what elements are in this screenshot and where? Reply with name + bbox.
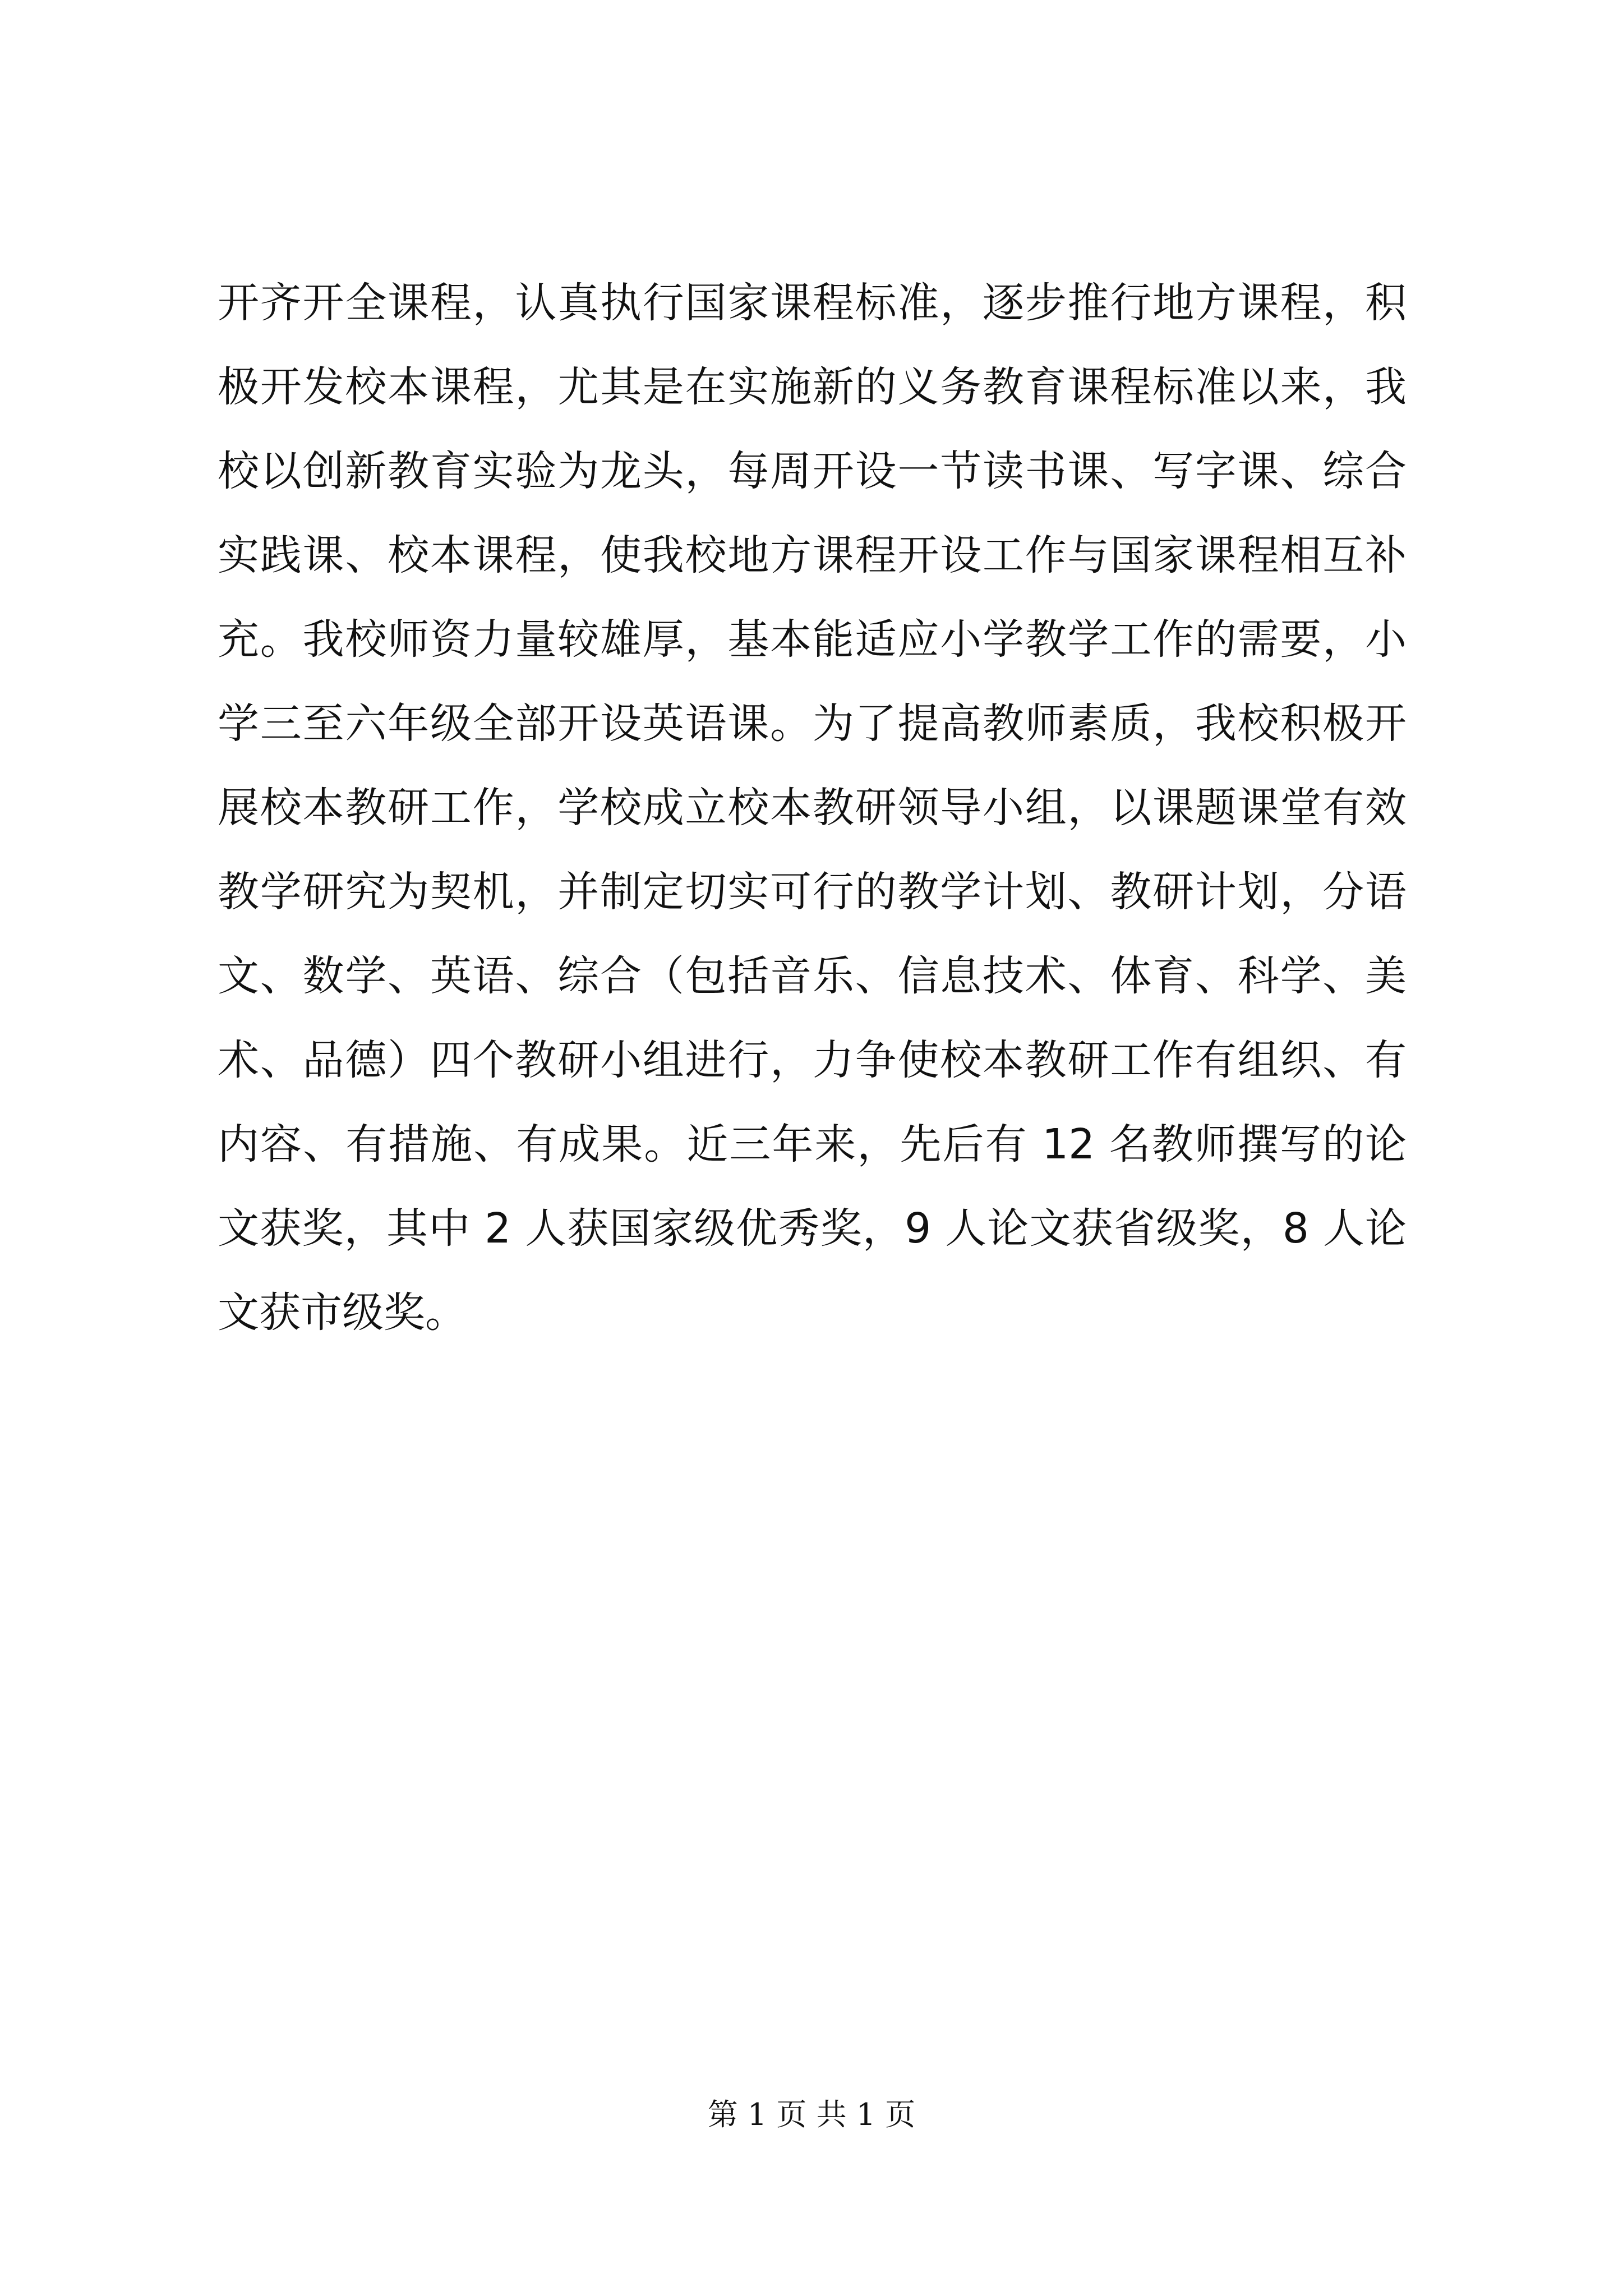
paragraph-line-2: 极开发校本课程，尤其是在实施新的义务教育课程标准以来，我 [218, 363, 1407, 411]
paragraph-line-7: 展校本教研工作，学校成立校本教研领导小组，以课题课堂有效 [218, 784, 1407, 832]
paragraph-line-11: 内容、有措施、有成果。近三年来，先后有 12 名教师撰写的论 [218, 1120, 1407, 1168]
body-paragraph [218, 261, 1407, 1355]
paragraph-line-1: 开齐开全课程，认真执行国家课程标准，逐步推行地方课程，积 [218, 279, 1407, 327]
paragraph-line-5: 充。我校师资力量较雄厚，基本能适应小学教学工作的需要，小 [218, 615, 1407, 664]
paragraph-line-3: 校以创新教育实验为龙头，每周开设一节读书课、写字课、综合 [218, 447, 1407, 495]
paragraph-line-8: 教学研究为契机，并制定切实可行的教学计划、教研计划，分语 [218, 868, 1407, 916]
paragraph-line-9: 文、数学、英语、综合（包括音乐、信息技术、体育、科学、美 [218, 952, 1407, 1000]
paragraph-line-6: 学三至六年级全部开设英语课。为了提高教师素质，我校积极开 [218, 700, 1407, 748]
page-number-label: 第 1 页 共 1 页 [707, 2097, 916, 2132]
paragraph-line-12: 文获奖，其中 2 人获国家级优秀奖，9 人论文获省级奖，8 人论 [218, 1204, 1407, 1253]
page-footer [0, 2092, 1623, 2137]
paragraph-line-10: 术、品德）四个教研小组进行，力争使校本教研工作有组织、有 [218, 1036, 1407, 1084]
paragraph-line-13: 文获市级奖。 [218, 1289, 467, 1337]
paragraph-line-4: 实践课、校本课程，使我校地方课程开设工作与国家课程相互补 [218, 531, 1407, 579]
